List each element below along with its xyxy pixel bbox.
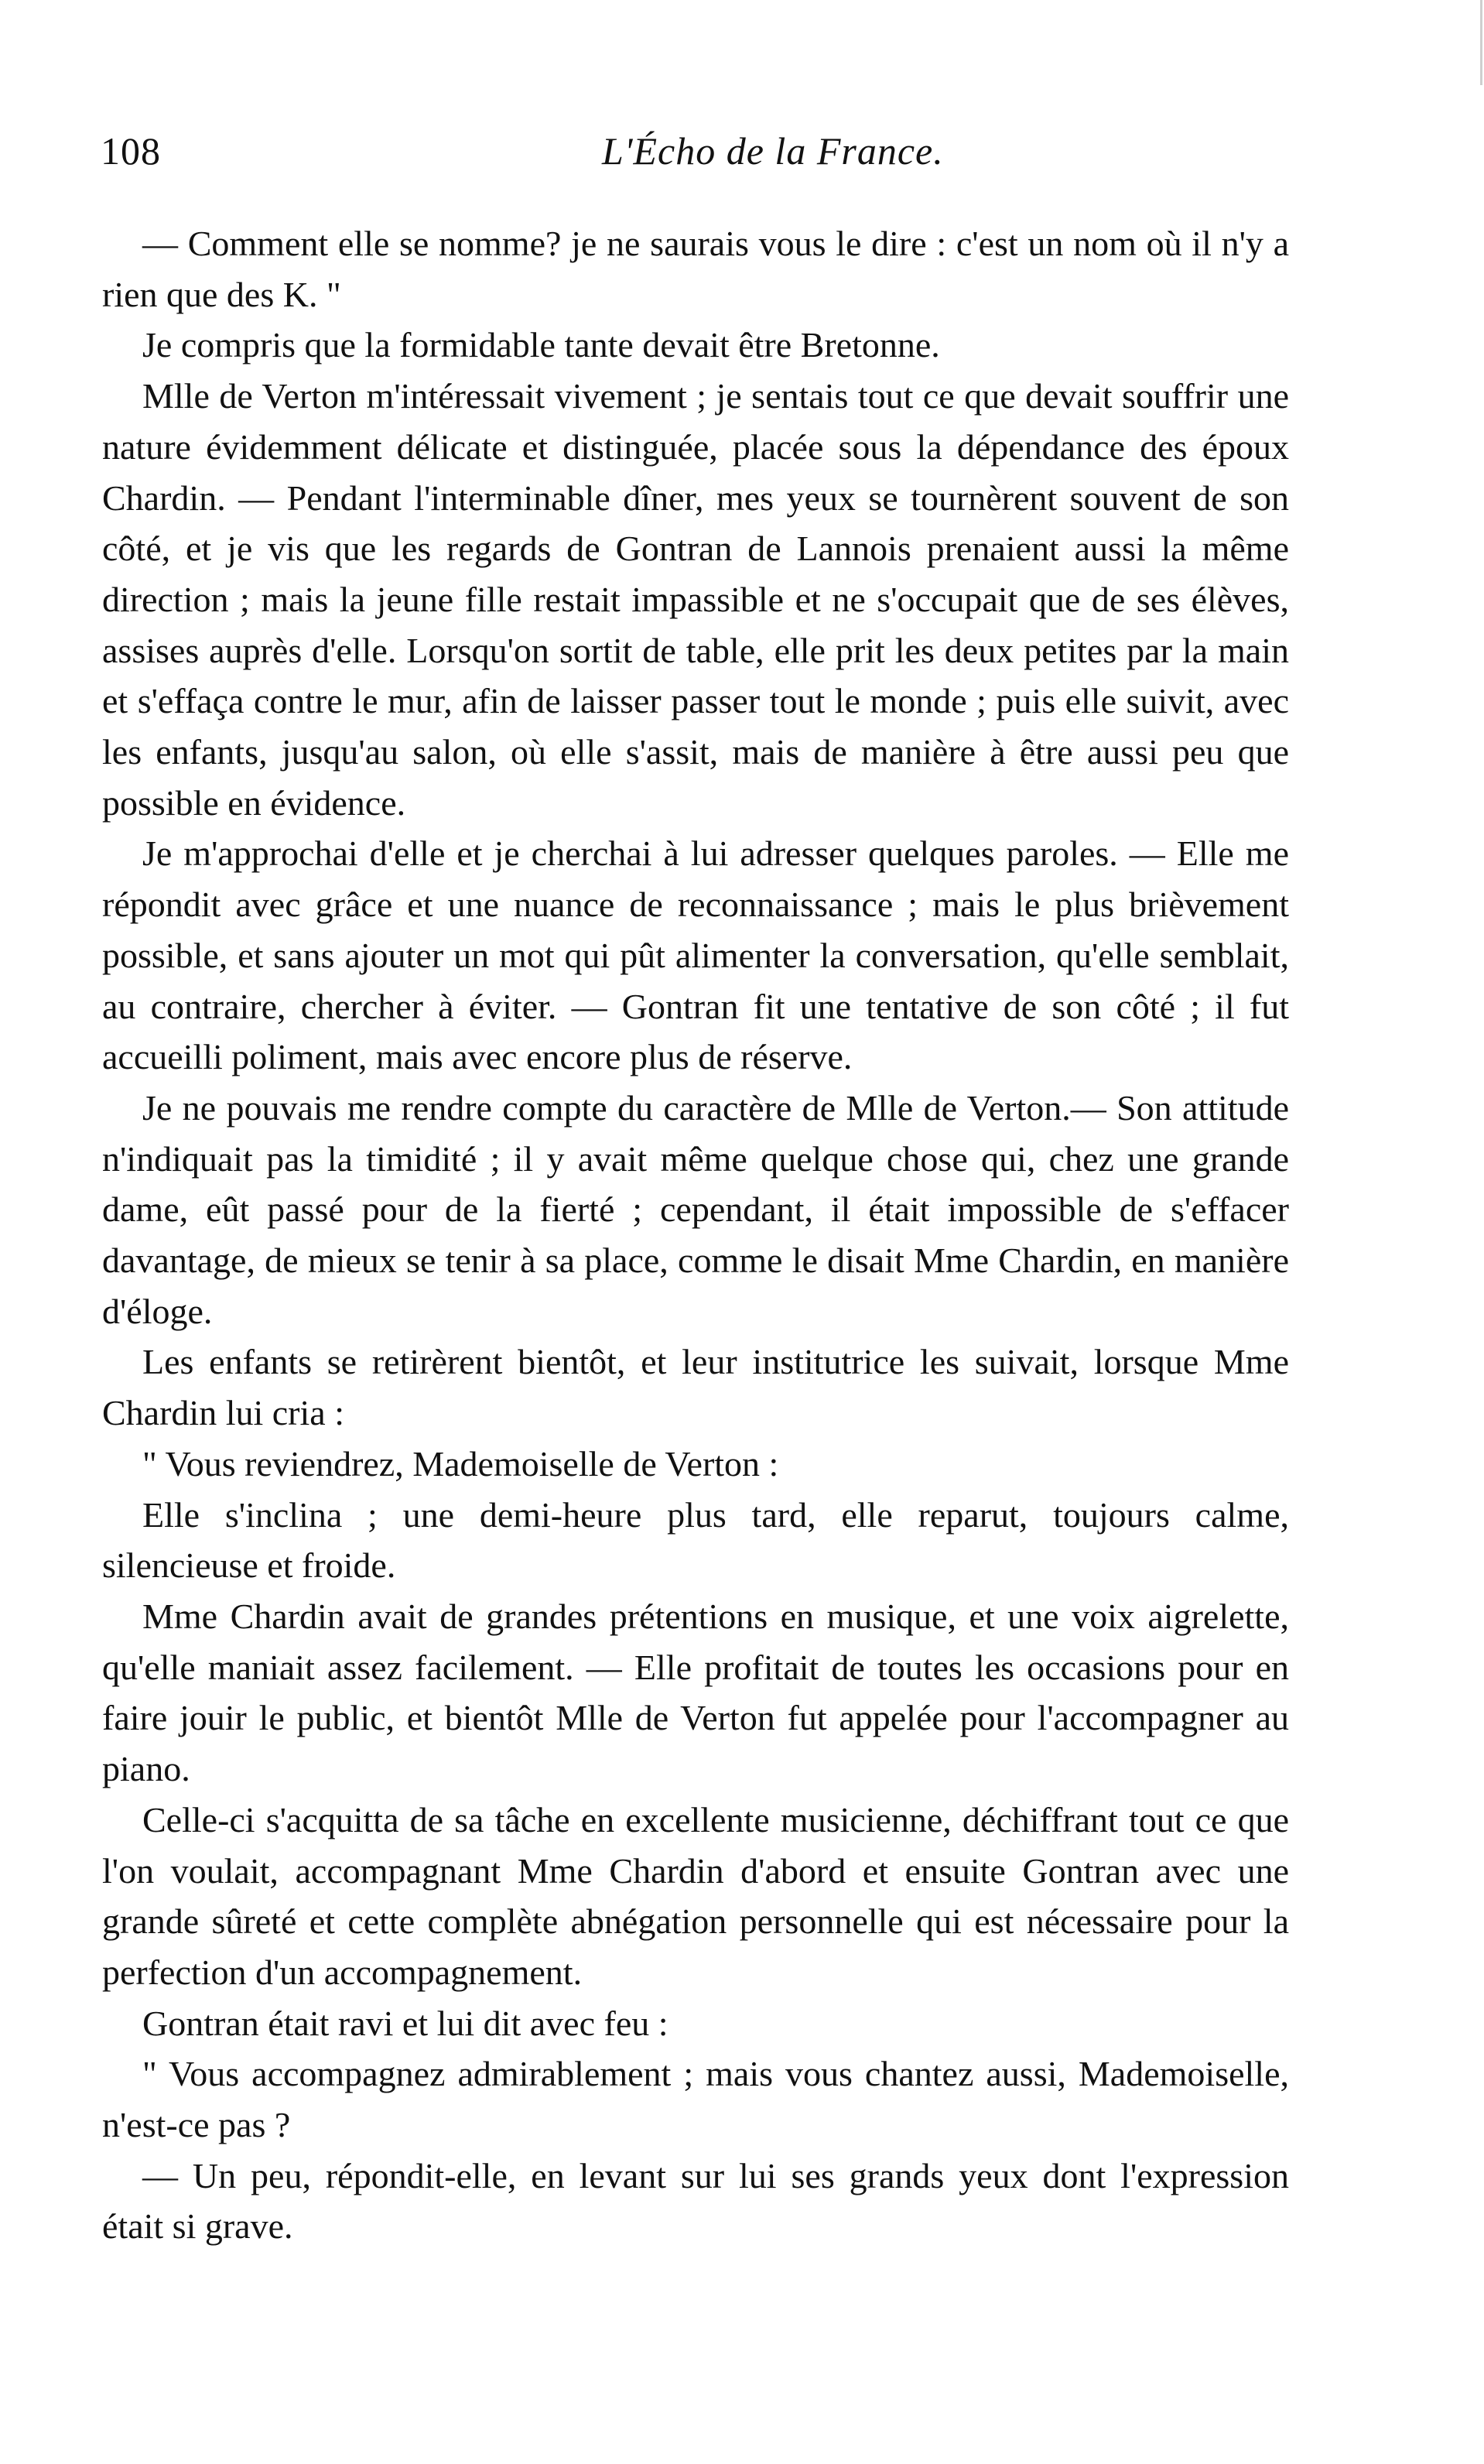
paragraph: — Comment elle se nomme? je ne saurais vous le dire : c'est un nom où il n'y a rien que des K. " — [102, 224, 1289, 314]
paragraph: Gontran était ravi et lui dit avec feu : — [142, 2003, 668, 2043]
paragraph: Mme Chardin avait de grandes prétentions en musique, et une voix aigrelette, qu'elle maniait assez facilement. — Elle profitait de toutes les occasions pour en faire jouir le public, et bientôt Mlle de Verton fut appelée pour l'accompagner au piano. — [102, 1596, 1289, 1789]
running-title: L'Écho de la France. — [602, 129, 944, 173]
paragraph: Je ne pouvais me rendre compte du caractère de Mlle de Verton.— Son attitude n'indiquait pas la timidité ; il y avait même quelque chose qui, chez une grande dame, eût passé pour de la fierté ; cependant, il était impossible de s'effacer davantage, de mieux se tenir à sa place, comme le disait Mme Chardin, en manière d'éloge. — [102, 1087, 1289, 1331]
paragraph: Je compris que la formidable tante devait être Bretonne. — [142, 325, 940, 365]
body-text — [102, 218, 1289, 2252]
paragraph: " Vous reviendrez, Mademoiselle de Verton : — [142, 1443, 779, 1484]
paragraph: Je m'approchai d'elle et je cherchai à lui adresser quelques paroles. — Elle me répondit avec grâce et une nuance de reconnaissance ; mais le plus brièvement possible, et sans ajouter un mot qui pût alimenter la conversation, qu'elle semblait, au contraire, chercher à éviter. — Gontran fit une tentative de son côté ; il fut accueilli poliment, mais avec encore plus de réserve. — [102, 833, 1289, 1077]
paragraph: Les enfants se retirèrent bientôt, et leur institutrice les suivait, lorsque Mme Chardin lui cria : — [102, 1342, 1289, 1433]
paragraph: — Un peu, répondit-elle, en levant sur lui ses grands yeux dont l'expression était si grave. — [102, 2155, 1289, 2247]
page-number: 108 — [101, 129, 161, 173]
paragraph: Mlle de Verton m'intéressait vivement ; je sentais tout ce que devait souffrir une nature évidemment délicate et distinguée, placée sous la dépendance des époux Chardin. — Pendant l'interminable dîner, mes yeux se tournèrent souvent de son côté, et je vis que les regards de Gontran de Lannois prenaient aussi la même direction ; mais la jeune fille restait impassible et ne s'occupait que de ses élèves, assises auprès d'elle. Lorsqu'on sortit de table, elle prit les deux petites par la main et s'effaça contre le mur, afin de laisser passer tout le monde ; puis elle suivit, avec les enfants, jusqu'au salon, où elle s'assit, mais de manière à être aussi peu que possible en évidence. — [102, 376, 1289, 823]
scan-edge-mark — [1480, 0, 1482, 85]
paragraph: " Vous accompagnez admirablement ; mais vous chantez aussi, Mademoiselle, n'est-ce pas ? — [102, 2054, 1289, 2145]
paragraph: Celle-ci s'acquitta de sa tâche en excellente musicienne, déchiffrant tout ce que l'on voulait, accompagnant Mme Chardin d'abord et ensuite Gontran avec une grande sûreté et cette complète abnégation personnelle qui est nécessaire pour la perfection d'un accompagnement. — [102, 1799, 1289, 1992]
page-header — [101, 128, 1292, 183]
paragraph: Elle s'inclina ; une demi-heure plus tard, elle reparut, toujours calme, silencieuse et froide. — [102, 1494, 1289, 1586]
